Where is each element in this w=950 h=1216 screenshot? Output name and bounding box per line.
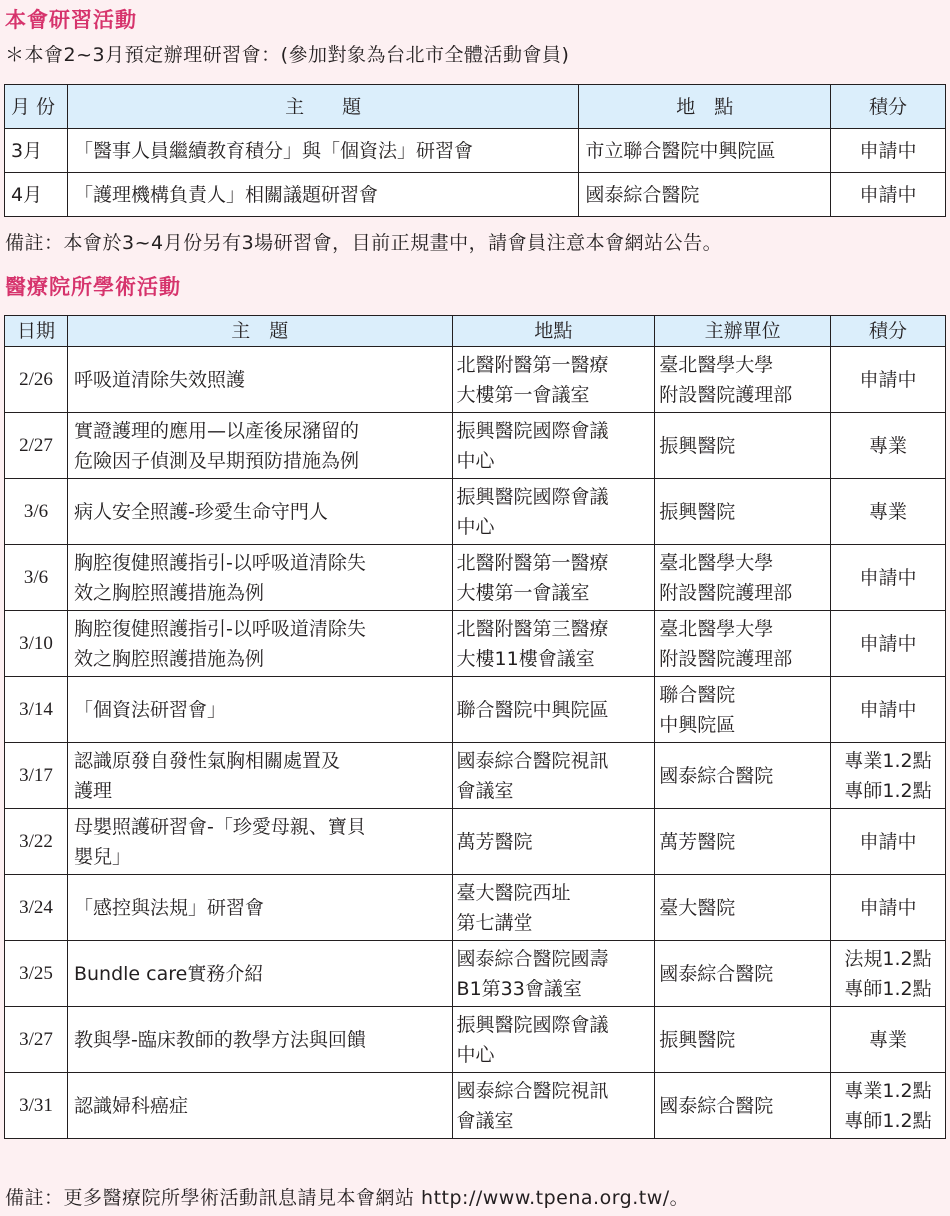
- organizer-cell-line: 臺大醫院: [659, 896, 736, 919]
- topic-cell: [67, 347, 452, 413]
- location-cell: [452, 809, 655, 875]
- location-cell: [579, 173, 831, 217]
- table-row: [5, 479, 946, 545]
- topic-cell-line: 認識婦科癌症: [73, 1094, 188, 1117]
- credit-cell-line: 專業1.2點: [844, 1079, 932, 1102]
- organizer-cell-line: 附設醫院護理部: [659, 581, 793, 604]
- credit-cell: [831, 479, 946, 545]
- location-cell: [452, 743, 655, 809]
- topic-cell-line: 危險因子偵測及早期預防措施為例: [73, 449, 359, 472]
- table-row: [5, 413, 946, 479]
- date-cell: [5, 1007, 68, 1073]
- organizer-cell: [655, 1073, 831, 1139]
- table-row: [5, 1073, 946, 1139]
- topic-cell: [67, 875, 452, 941]
- date-cell-line: 3/24: [19, 896, 53, 918]
- credit-cell-line: 專師1.2點: [844, 779, 932, 802]
- organizer-cell-line: 中興院區: [659, 713, 736, 736]
- credit-cell: [831, 677, 946, 743]
- date-cell: [5, 809, 68, 875]
- organizer-cell-line: 振興醫院: [659, 434, 736, 457]
- topic-cell: [67, 173, 578, 217]
- credit-cell-line: 專業1.2點: [844, 749, 932, 772]
- header-credit: 積分: [831, 85, 946, 129]
- header-month: 月 份: [5, 85, 68, 129]
- organizer-cell: [655, 809, 831, 875]
- table-row: [5, 129, 946, 173]
- location-cell-line: 萬芳醫院: [456, 830, 533, 853]
- credit-cell: [831, 611, 946, 677]
- organizer-cell-line: 振興醫院: [659, 500, 736, 523]
- topic-cell: [67, 479, 452, 545]
- location-cell-line: 臺大醫院西址: [456, 881, 571, 904]
- location-cell-line: 中心: [456, 449, 495, 472]
- date-cell-line: 2/27: [19, 434, 53, 456]
- organizer-cell-line: 萬芳醫院: [659, 830, 736, 853]
- location-cell: [452, 941, 655, 1007]
- topic-cell: [67, 129, 578, 173]
- credit-cell: [831, 941, 946, 1007]
- organizer-cell-line: 國泰綜合醫院: [659, 1094, 774, 1117]
- topic-cell: [67, 545, 452, 611]
- date-cell: [5, 875, 68, 941]
- date-cell: [5, 611, 68, 677]
- organizer-cell-line: 國泰綜合醫院: [659, 962, 774, 985]
- location-cell-line: 第七講堂: [456, 911, 533, 934]
- location-cell-line: 北醫附醫第一醫療: [456, 551, 609, 574]
- credit-cell: [831, 545, 946, 611]
- credit-cell-line: 申請中: [859, 139, 917, 162]
- credit-cell: [831, 173, 946, 217]
- location-cell: [579, 129, 831, 173]
- date-cell-line: 3/10: [19, 632, 53, 654]
- credit-cell: [831, 1073, 946, 1139]
- topic-cell-line: 護理: [73, 779, 112, 802]
- topic-cell-line: 「個資法研習會」: [73, 698, 226, 721]
- credit-cell-line: 申請中: [859, 830, 917, 853]
- organizer-cell-line: 附設醫院護理部: [659, 647, 793, 670]
- credit-cell: [831, 1007, 946, 1073]
- month-cell: [5, 173, 68, 217]
- date-cell-line: 3/17: [19, 764, 53, 786]
- credit-cell: [831, 129, 946, 173]
- organizer-cell: [655, 413, 831, 479]
- location-cell-line: 大樓第一會議室: [456, 581, 590, 604]
- date-cell: [5, 413, 68, 479]
- location-cell-line: 振興醫院國際會議: [456, 1013, 609, 1036]
- organizer-cell: [655, 677, 831, 743]
- hospital-note: 備註：更多醫療院所學術活動訊息請見本會網站 http://www.tpena.org.tw/。: [5, 1187, 690, 1209]
- month-cell: [5, 129, 68, 173]
- credit-cell-line: 申請中: [859, 698, 917, 721]
- topic-cell-line: 效之胸腔照護措施為例: [73, 581, 264, 604]
- topic-cell-line: 實證護理的應用—以產後尿瀦留的: [73, 419, 359, 442]
- location-cell-line: 中心: [456, 515, 495, 538]
- topic-cell-line: 「醫事人員繼續教育積分」與「個資法」研習會: [73, 139, 473, 162]
- topic-cell-line: 嬰兒」: [73, 845, 131, 868]
- location-cell-line: 振興醫院國際會議: [456, 485, 609, 508]
- credit-cell-line: 申請中: [859, 368, 917, 391]
- organizer-cell-line: 臺北醫學大學: [659, 353, 774, 376]
- date-cell: [5, 743, 68, 809]
- topic-cell-line: 效之胸腔照護措施為例: [73, 647, 264, 670]
- topic-cell: [67, 677, 452, 743]
- header-topic: 主 題: [67, 316, 452, 347]
- location-cell-line: 國泰綜合醫院視訊: [456, 749, 609, 772]
- date-cell: [5, 479, 68, 545]
- credit-cell: [831, 875, 946, 941]
- organizer-cell-line: 臺北醫學大學: [659, 551, 774, 574]
- date-cell: [5, 347, 68, 413]
- date-cell-line: 3/25: [19, 962, 53, 984]
- intro-text: ＊本會2~3月預定辦理研習會：(參加對象為台北市全體活動會員): [5, 44, 570, 66]
- header-location: 地 點: [579, 85, 831, 129]
- location-cell: [452, 545, 655, 611]
- credit-cell: [831, 809, 946, 875]
- location-cell-line: 聯合醫院中興院區: [456, 698, 609, 721]
- location-cell-line: 大樓第一會議室: [456, 383, 590, 406]
- header-organizer: 主辦單位: [655, 316, 831, 347]
- topic-cell: [67, 809, 452, 875]
- topic-cell-line: 「感控與法規」研習會: [73, 896, 264, 919]
- table-header-row: [5, 85, 946, 129]
- credit-cell-line: 專師1.2點: [844, 1109, 932, 1132]
- date-cell-line: 2/26: [19, 368, 53, 390]
- organizer-cell: [655, 611, 831, 677]
- date-cell-line: 3/14: [19, 698, 53, 720]
- location-cell-line: 北醫附醫第一醫療: [456, 353, 609, 376]
- location-cell-line: 國泰綜合醫院: [585, 183, 700, 206]
- association-note: 備註：本會於3~4月份另有3場研習會，目前正規畫中，請會員注意本會網站公告。: [5, 232, 723, 254]
- organizer-cell-line: 聯合醫院: [659, 683, 736, 706]
- association-workshop-table: [4, 84, 946, 217]
- date-cell-line: 3/22: [19, 830, 53, 852]
- date-cell-line: 3/27: [19, 1028, 53, 1050]
- header-location: 地點: [452, 316, 655, 347]
- table-row: [5, 809, 946, 875]
- month-cell-line: 3月: [11, 139, 43, 162]
- location-cell-line: 大樓11樓會議室: [456, 647, 595, 670]
- topic-cell-line: 胸腔復健照護指引-以呼吸道清除失: [73, 551, 366, 574]
- organizer-cell-line: 附設醫院護理部: [659, 383, 793, 406]
- topic-cell: [67, 611, 452, 677]
- organizer-cell: [655, 875, 831, 941]
- credit-cell-line: 申請中: [859, 632, 917, 655]
- location-cell-line: B1第33會議室: [456, 977, 582, 1000]
- credit-cell-line: 申請中: [859, 183, 917, 206]
- table-row: [5, 611, 946, 677]
- topic-cell-line: Bundle care實務介紹: [73, 962, 264, 985]
- credit-cell: [831, 743, 946, 809]
- date-cell: [5, 545, 68, 611]
- topic-cell: [67, 1073, 452, 1139]
- table-row: [5, 1007, 946, 1073]
- location-cell: [452, 413, 655, 479]
- credit-cell: [831, 413, 946, 479]
- header-topic: 主 題: [67, 85, 578, 129]
- topic-cell-line: 母嬰照護研習會-「珍愛母親、寶貝: [73, 815, 366, 838]
- organizer-cell: [655, 545, 831, 611]
- date-cell: [5, 1073, 68, 1139]
- credit-cell: [831, 347, 946, 413]
- table-row: [5, 743, 946, 809]
- topic-cell-line: 認識原發自發性氣胸相關處置及: [73, 749, 340, 772]
- credit-cell-line: 申請中: [859, 566, 917, 589]
- location-cell: [452, 1007, 655, 1073]
- date-cell-line: 3/6: [23, 566, 49, 588]
- topic-cell-line: 呼吸道清除失效照護: [73, 368, 245, 391]
- topic-cell: [67, 743, 452, 809]
- topic-cell: [67, 1007, 452, 1073]
- credit-cell-line: 申請中: [859, 896, 917, 919]
- location-cell: [452, 479, 655, 545]
- location-cell: [452, 611, 655, 677]
- location-cell-line: 會議室: [456, 779, 514, 802]
- location-cell: [452, 677, 655, 743]
- table-row: [5, 941, 946, 1007]
- date-cell-line: 3/6: [23, 500, 49, 522]
- credit-cell-line: 法規1.2點: [844, 947, 932, 970]
- header-date: 日期: [5, 316, 68, 347]
- location-cell-line: 國泰綜合醫院國壽: [456, 947, 609, 970]
- location-cell: [452, 347, 655, 413]
- location-cell-line: 國泰綜合醫院視訊: [456, 1079, 609, 1102]
- date-cell: [5, 941, 68, 1007]
- location-cell: [452, 875, 655, 941]
- credit-cell-line: 專業: [869, 500, 908, 523]
- location-cell-line: 市立聯合醫院中興院區: [585, 139, 776, 162]
- organizer-cell-line: 振興醫院: [659, 1028, 736, 1051]
- organizer-cell: [655, 941, 831, 1007]
- location-cell: [452, 1073, 655, 1139]
- date-cell-line: 3/31: [19, 1094, 53, 1116]
- table-row: [5, 347, 946, 413]
- section-heading-hospitals: 醫療院所學術活動: [5, 275, 181, 299]
- section-heading-association: 本會研習活動: [5, 8, 137, 32]
- table-row: [5, 875, 946, 941]
- organizer-cell: [655, 479, 831, 545]
- credit-cell-line: 專業: [869, 1028, 908, 1051]
- location-cell-line: 北醫附醫第三醫療: [456, 617, 609, 640]
- organizer-cell: [655, 347, 831, 413]
- header-credit: 積分: [831, 316, 946, 347]
- organizer-cell-line: 國泰綜合醫院: [659, 764, 774, 787]
- topic-cell-line: 胸腔復健照護指引-以呼吸道清除失: [73, 617, 366, 640]
- topic-cell: [67, 413, 452, 479]
- table-header-row: [5, 316, 946, 347]
- topic-cell-line: 「護理機構負責人」相關議題研習會: [73, 183, 378, 206]
- organizer-cell-line: 臺北醫學大學: [659, 617, 774, 640]
- organizer-cell: [655, 1007, 831, 1073]
- organizer-cell: [655, 743, 831, 809]
- date-cell: [5, 677, 68, 743]
- location-cell-line: 會議室: [456, 1109, 514, 1132]
- location-cell-line: 振興醫院國際會議: [456, 419, 609, 442]
- table-row: [5, 545, 946, 611]
- hospital-activity-table: [4, 315, 946, 1139]
- topic-cell-line: 教與學-臨床教師的教學方法與回饋: [73, 1028, 366, 1051]
- month-cell-line: 4月: [11, 183, 43, 206]
- topic-cell-line: 病人安全照護-珍愛生命守門人: [73, 500, 328, 523]
- table-row: [5, 677, 946, 743]
- credit-cell-line: 專業: [869, 434, 908, 457]
- table-row: [5, 173, 946, 217]
- credit-cell-line: 專師1.2點: [844, 977, 932, 1000]
- location-cell-line: 中心: [456, 1043, 495, 1066]
- topic-cell: [67, 941, 452, 1007]
